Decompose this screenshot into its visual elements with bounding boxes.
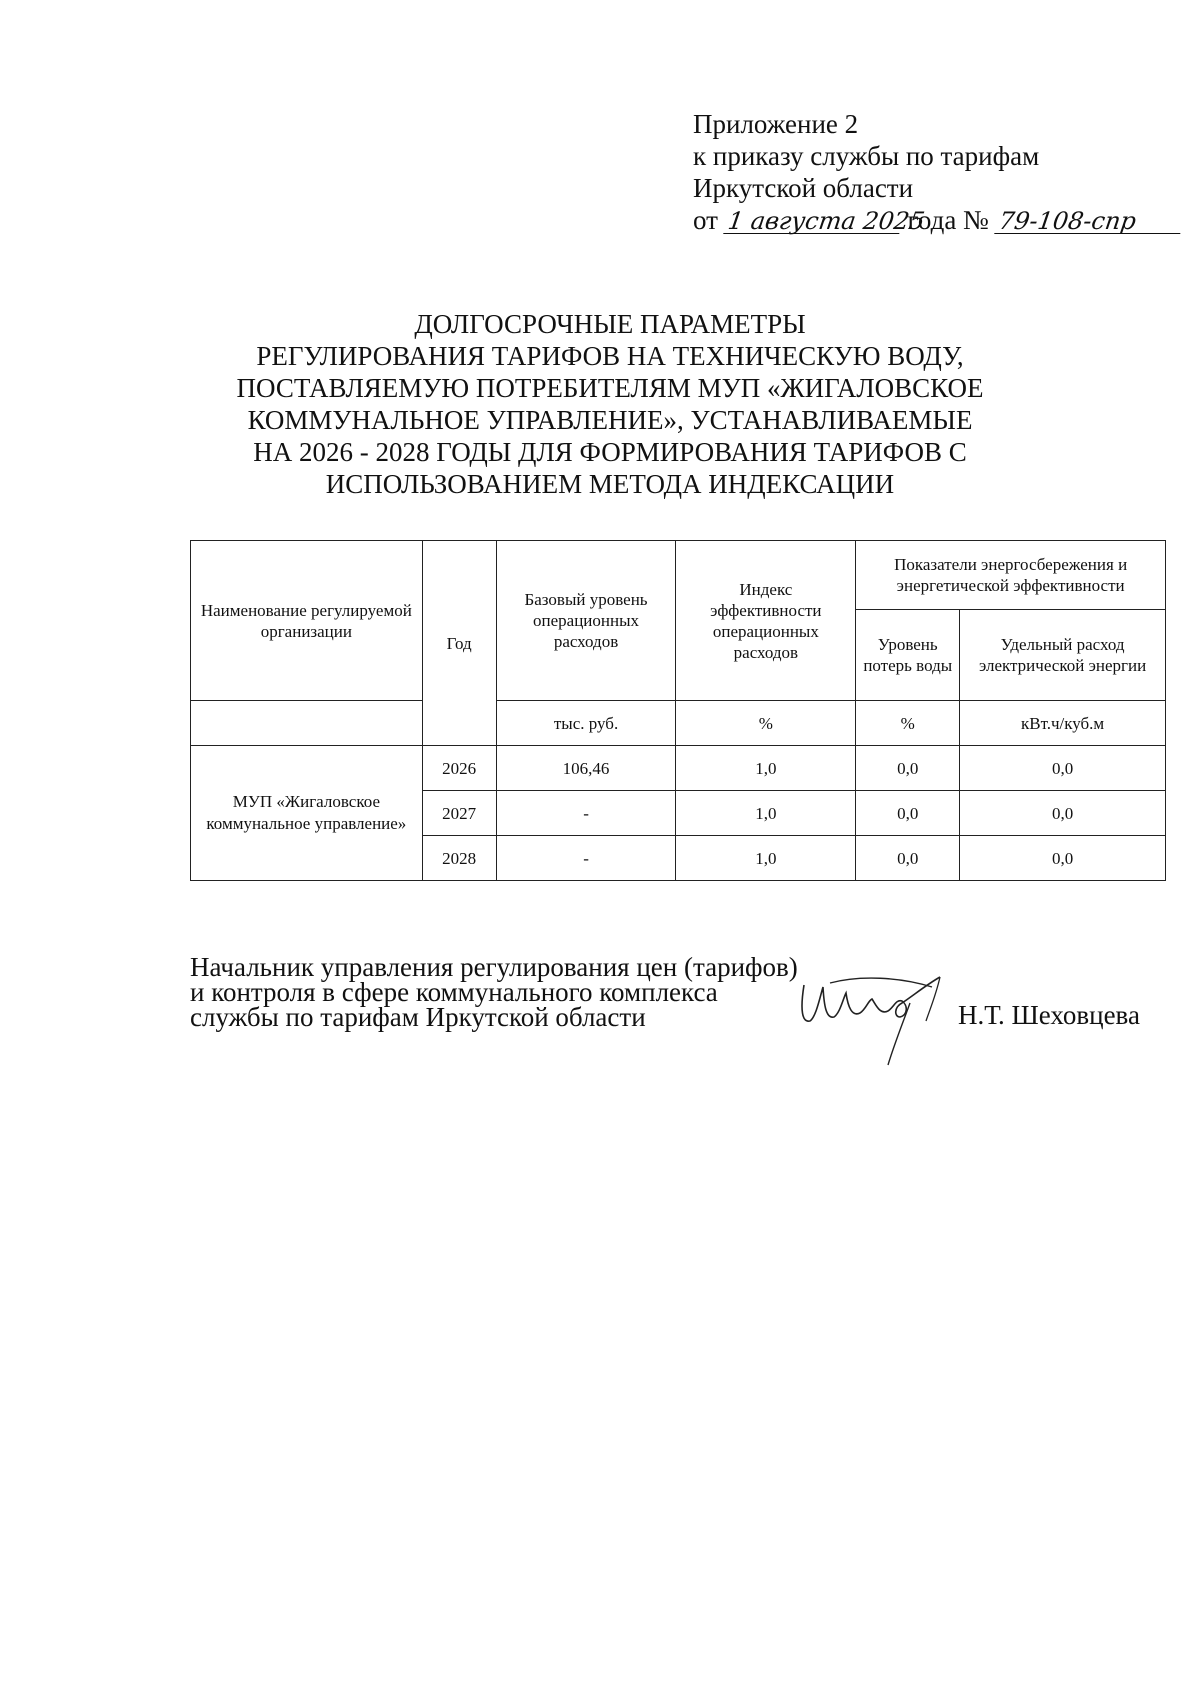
unit-efficiency-index: %	[676, 701, 856, 746]
cell-efficiency-index: 1,0	[676, 791, 856, 836]
cell-efficiency-index: 1,0	[676, 746, 856, 791]
header-energy-group: Показатели энергосбережения и энергетической эффективности	[856, 541, 1166, 610]
cell-water-loss: 0,0	[856, 836, 960, 881]
handwritten-signature	[790, 965, 965, 1070]
parameters-table	[190, 540, 1166, 881]
unit-org-empty	[191, 701, 423, 746]
cell-water-loss: 0,0	[856, 746, 960, 791]
cell-electricity: 0,0	[960, 791, 1166, 836]
cell-base-level: 106,46	[496, 746, 676, 791]
appendix-line-1: Приложение 2	[693, 109, 859, 139]
unit-electricity: кВт.ч/куб.м	[960, 701, 1166, 746]
signer-position-line-1: Начальник управления регулирования цен (тарифов)	[190, 952, 798, 982]
signature-block	[190, 952, 798, 1032]
appendix-order-line	[693, 204, 1182, 236]
document-title	[180, 308, 1040, 500]
table-row	[191, 746, 1166, 791]
handwritten-order-number: 79-108-спр	[994, 209, 1184, 234]
cell-electricity: 0,0	[960, 746, 1166, 791]
signer-position-line-2: и контроля в сфере коммунального комплекса	[190, 977, 718, 1007]
header-base-level: Базовый уровень операционных расходов	[496, 541, 676, 701]
title-line-5: НА 2026 - 2028 ГОДЫ ДЛЯ ФОРМИРОВАНИЯ ТАРИФОВ С	[253, 437, 967, 467]
title-line-4: КОММУНАЛЬНОЕ УПРАВЛЕНИЕ», УСТАНАВЛИВАЕМЫЕ	[247, 405, 973, 435]
title-line-1: ДОЛГОСРОЧНЫЕ ПАРАМЕТРЫ	[414, 309, 806, 339]
title-line-6: ИСПОЛЬЗОВАНИЕМ МЕТОДА ИНДЕКСАЦИИ	[325, 469, 895, 499]
cell-base-level: -	[496, 836, 676, 881]
cell-year: 2027	[422, 791, 496, 836]
unit-base-level: тыс. руб.	[496, 701, 676, 746]
appendix-line-2: к приказу службы по тарифам	[693, 141, 1040, 171]
header-water-loss: Уровень потерь воды	[856, 610, 960, 701]
title-line-3: ПОСТАВЛЯЕМУЮ ПОТРЕБИТЕЛЯМ МУП «ЖИГАЛОВСКОЕ	[236, 373, 984, 403]
cell-efficiency-index: 1,0	[676, 836, 856, 881]
signer-position-line-3: службы по тарифам Иркутской области	[190, 1002, 646, 1032]
signer-name: Н.Т. Шеховцева	[958, 1000, 1140, 1030]
header-org: Наименование регулируемой организации	[191, 541, 423, 701]
header-efficiency-index: Индекс эффективности операционных расходов	[676, 541, 856, 701]
unit-water-loss: %	[856, 701, 960, 746]
appendix-line-3: Иркутской области	[693, 173, 914, 203]
from-prefix: от	[693, 205, 718, 235]
appendix-header	[693, 108, 1182, 236]
year-number-label: года №	[907, 205, 989, 235]
header-electricity: Удельный расход электрической энергии	[960, 610, 1166, 701]
cell-base-level: -	[496, 791, 676, 836]
cell-organization: МУП «Жигаловское коммунальное управление»	[191, 746, 423, 881]
cell-year: 2028	[422, 836, 496, 881]
cell-year: 2026	[422, 746, 496, 791]
handwritten-date: 1 августа 2025	[723, 209, 903, 234]
header-year: Год	[422, 541, 496, 746]
cell-water-loss: 0,0	[856, 791, 960, 836]
cell-electricity: 0,0	[960, 836, 1166, 881]
title-line-2: РЕГУЛИРОВАНИЯ ТАРИФОВ НА ТЕХНИЧЕСКУЮ ВОДУ,	[256, 341, 964, 371]
